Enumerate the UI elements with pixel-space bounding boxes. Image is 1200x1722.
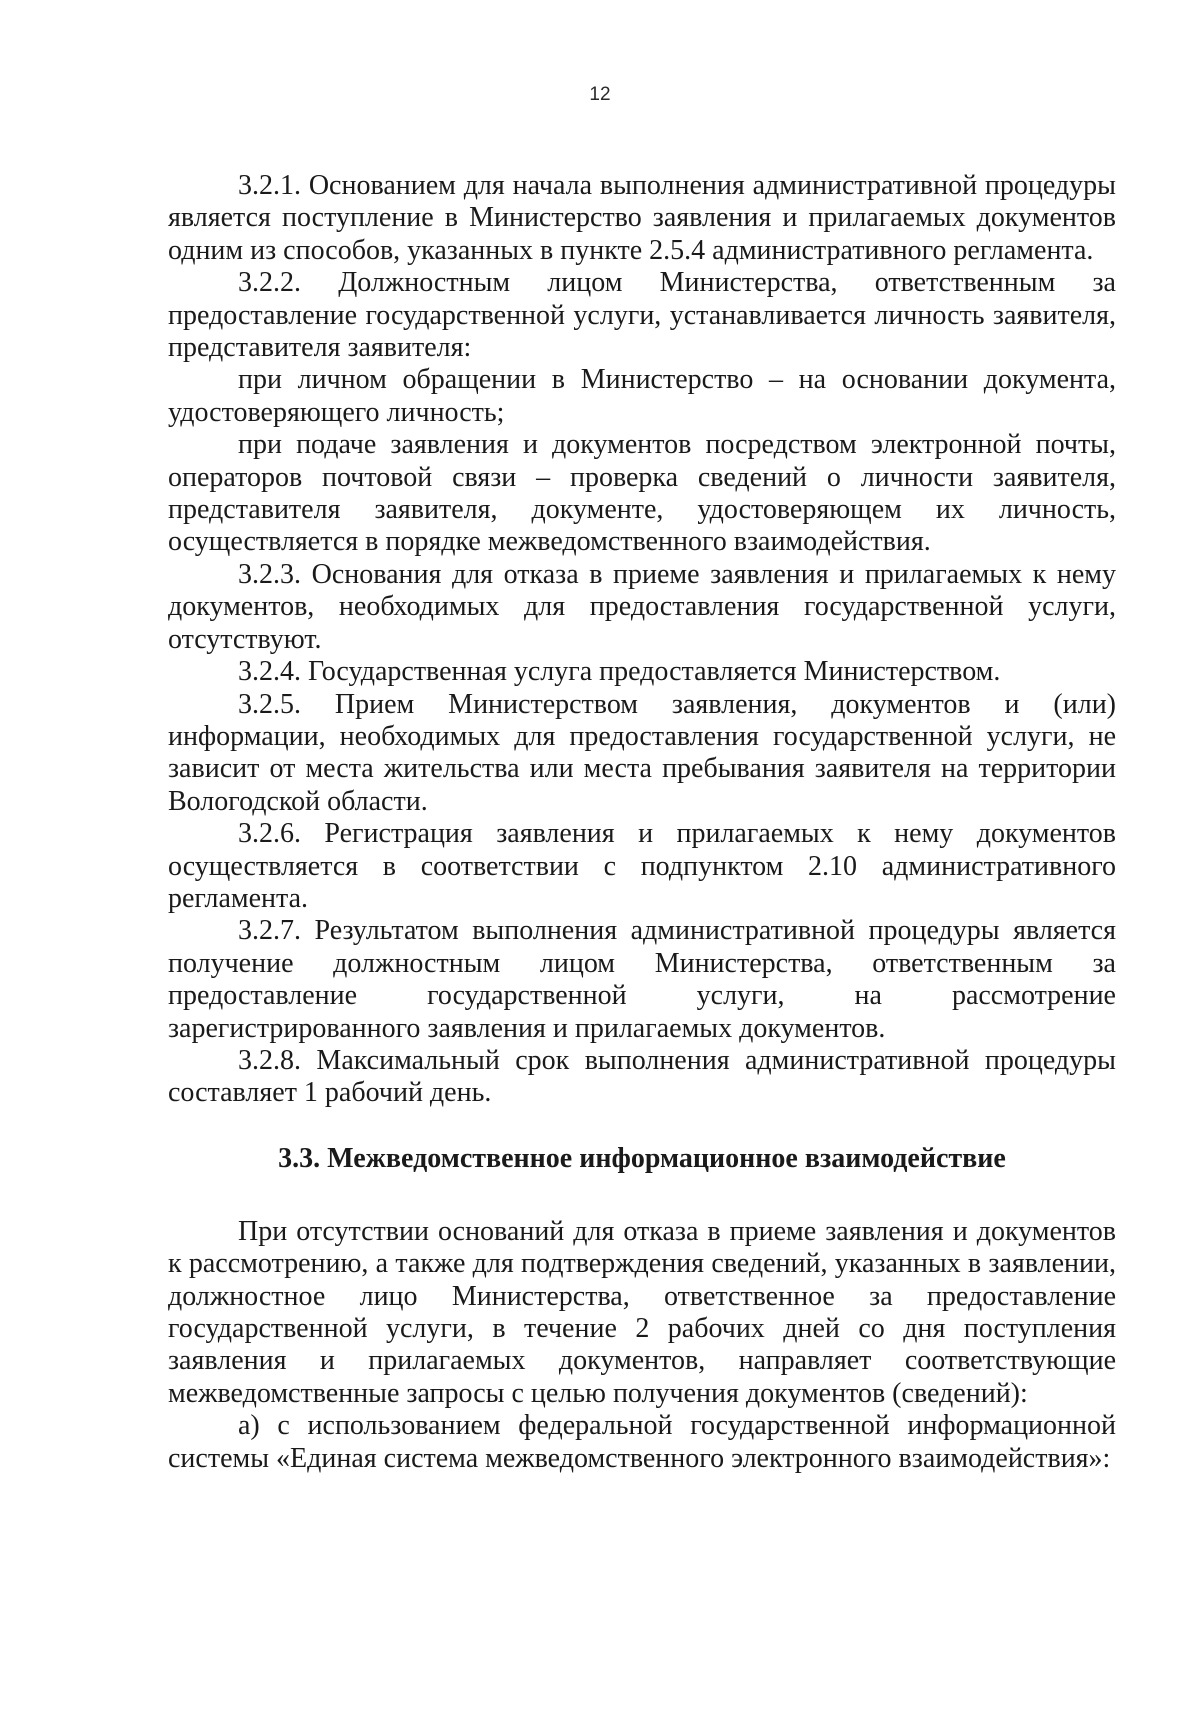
paragraph-3-2-3: 3.2.3. Основания для отказа в приеме заявления и прилагаемых к нему документов, необходимых для предоставления государственной услуги, отсутствуют. [168,558,1116,655]
paragraph-personal-visit: при личном обращении в Министерство – на основании документа, удостоверяющего личность; [168,364,1116,428]
document-body [168,170,1116,1475]
paragraph-3-2-1: 3.2.1. Основанием для начала выполнения административной процедуры является поступление в Министерство заявления и прилагаемых документов одним из способов, указанных в пункте 2.5.4 административного регламента. [168,170,1116,266]
page-number: 12 [589,84,611,105]
paragraph-3-2-2: 3.2.2. Должностным лицом Министерства, ответственным за предоставление государственной услуги, устанавливается личность заявителя, представителя заявителя: [168,267,1116,364]
paragraph-3-2-7: 3.2.7. Результатом выполнения административной процедуры является получение должностным лицом Министерства, ответственным за предоставление государственной услуги, на рассмотрение зарегистрированного заявления и прилагаемых документов. [168,915,1116,1044]
paragraph-interagency-requests: При отсутствии оснований для отказа в приеме заявления и документов к рассмотрению, а также для подтверждения сведений, указанных в заявлении, должностное лицо Министерства, ответственное за предоставление государственной услуги, в течение 2 рабочих дней со дня поступления заявления и прилагаемых документов, направляет соответствующие межведомственные запросы с целью получения документов (сведений): [168,1215,1116,1409]
paragraph-3-2-5: 3.2.5. Прием Министерством заявления, документов и (или) информации, необходимых для предоставления государственной услуги, не зависит от места жительства или места пребывания заявителя на территории Вологодской области. [168,688,1116,817]
paragraph-3-2-6: 3.2.6. Регистрация заявления и прилагаемых к нему документов осуществляется в соответствии с подпунктом 2.10 административного регламента. [168,818,1116,914]
paragraph-item-a: а) с использованием федеральной государственной информационной системы «Единая система межведомственного электронного взаимодействия»: [168,1410,1116,1474]
paragraph-3-2-4: 3.2.4. Государственная услуга предоставляется Министерством. [238,656,1001,688]
paragraph-mail-submission: при подаче заявления и документов посредством электронной почты, операторов почтовой связи – проверка сведений о личности заявителя, представителя заявителя, документе, удостоверяющем их личность, осуществляется в порядке межведомственного взаимодействия. [168,429,1116,558]
section-heading-3-3: 3.3. Межведомственное информационное взаимодействие [278,1142,1006,1174]
paragraph-3-2-8: 3.2.8. Максимальный срок выполнения административной процедуры составляет 1 рабочий день. [168,1044,1116,1109]
